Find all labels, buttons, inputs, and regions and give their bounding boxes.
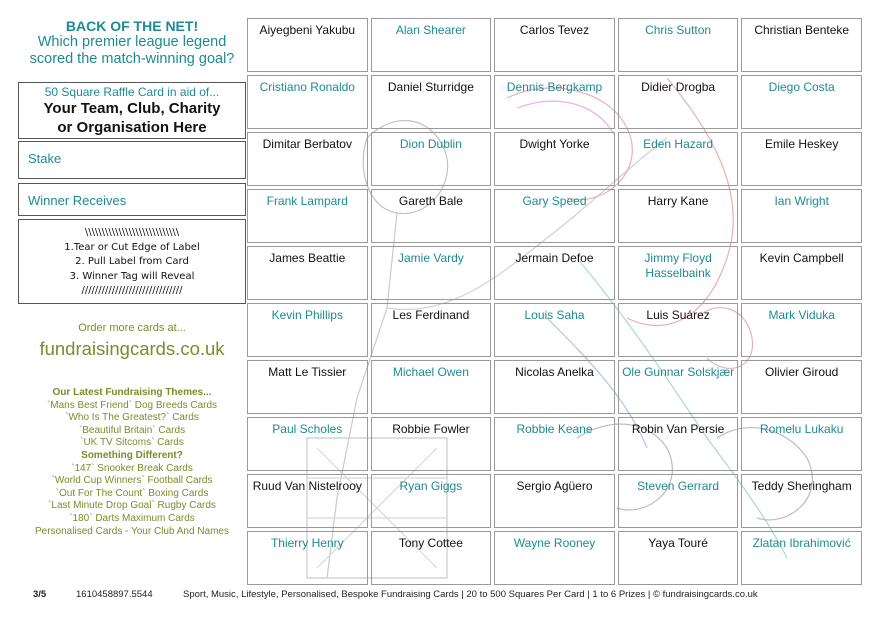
themes-heading: Our Latest Fundraising Themes... xyxy=(52,387,212,398)
card-code: 1610458897.5544 xyxy=(76,589,153,600)
raffle-square[interactable]: Robin Van Persie xyxy=(618,417,739,471)
theme-item: `180` Darts Maximum Cards xyxy=(69,512,195,524)
raffle-square[interactable]: Paul Scholes xyxy=(247,417,368,471)
theme-item: `UK TV Sitcoms` Cards xyxy=(80,437,184,449)
raffle-aid-text: 50 Square Raffle Card in aid of... xyxy=(44,85,220,99)
page-number: 3/5 xyxy=(33,589,47,600)
raffle-square[interactable]: Didier Drogba xyxy=(618,75,739,129)
stake-box xyxy=(18,141,246,179)
winner-box xyxy=(18,183,246,216)
raffle-square[interactable]: Teddy Sheringham xyxy=(741,474,862,528)
raffle-square[interactable]: Jimmy Floyd Hasselbaink xyxy=(618,246,739,300)
instruction-step: 2. Pull Label from Card xyxy=(75,256,189,267)
raffle-square[interactable]: Luis Suárez xyxy=(618,303,739,357)
raffle-square[interactable]: Carlos Tevez xyxy=(494,18,615,72)
theme-item: `Beautiful Britain` Cards xyxy=(78,424,186,436)
raffle-square[interactable]: Kevin Phillips xyxy=(247,303,368,357)
theme-item: `Last Minute Drop Goal` Rugby Cards xyxy=(48,500,216,512)
card-question-line2: scored the match-winning goal? xyxy=(29,51,235,67)
raffle-square[interactable]: Ryan Giggs xyxy=(371,474,492,528)
raffle-square[interactable]: Eden Hazard xyxy=(618,132,739,186)
footer-tagline: Sport, Music, Lifestyle, Personalised, Bespoke Fundraising Cards | 20 to 500 Squares Per Card | 1 to 6 Prizes | © fundraisingcards.co.uk xyxy=(183,589,758,600)
raffle-square[interactable]: Aiyegbeni Yakubu xyxy=(247,18,368,72)
raffle-square[interactable]: Mark Viduka xyxy=(741,303,862,357)
theme-item: `Out For The Count` Boxing Cards xyxy=(55,487,209,499)
raffle-square[interactable]: James Beattie xyxy=(247,246,368,300)
instruction-step: 1.Tear or Cut Edge of Label xyxy=(64,241,200,253)
raffle-square[interactable]: Diego Costa xyxy=(741,75,862,129)
theme-item: Personalised Cards - Your Club And Names xyxy=(35,525,229,537)
raffle-square[interactable]: Ruud Van Nistelrooy xyxy=(247,474,368,528)
left-panel xyxy=(18,18,246,537)
raffle-square[interactable]: Christian Benteke xyxy=(741,18,862,72)
raffle-square[interactable]: Olivier Giroud xyxy=(741,360,862,414)
raffle-square[interactable]: Thierry Henry xyxy=(247,531,368,585)
raffle-square[interactable]: Dimitar Berbatov xyxy=(247,132,368,186)
instructions-box xyxy=(18,219,246,304)
raffle-square[interactable]: Ole Gunnar Solskjær xyxy=(618,360,739,414)
raffle-square[interactable]: Steven Gerrard xyxy=(618,474,739,528)
card-title: BACK OF THE NET! xyxy=(65,18,199,34)
raffle-square[interactable]: Cristiano Ronaldo xyxy=(247,75,368,129)
raffle-square[interactable]: Gary Speed xyxy=(494,189,615,243)
raffle-square[interactable]: Emile Heskey xyxy=(741,132,862,186)
organisation-line1: Your Team, Club, Charity xyxy=(43,100,221,117)
raffle-square[interactable]: Louis Saha xyxy=(494,303,615,357)
themes-heading-2: Something Different? xyxy=(81,449,183,461)
order-text: Order more cards at... xyxy=(78,322,186,334)
organisation-line2: or Organisation Here xyxy=(57,119,207,136)
raffle-grid xyxy=(247,18,862,585)
raffle-square[interactable]: Daniel Sturridge xyxy=(371,75,492,129)
raffle-square[interactable]: Michael Owen xyxy=(371,360,492,414)
raffle-square[interactable]: Les Ferdinand xyxy=(371,303,492,357)
raffle-square[interactable]: Nicolas Anelka xyxy=(494,360,615,414)
raffle-square[interactable]: Zlatan Ibrahimović xyxy=(741,531,862,585)
raffle-square[interactable]: Jamie Vardy xyxy=(371,246,492,300)
raffle-square[interactable]: Robbie Keane xyxy=(494,417,615,471)
raffle-square[interactable]: Wayne Rooney xyxy=(494,531,615,585)
winner-label: Winner Receives xyxy=(28,193,127,208)
themes-list xyxy=(18,387,246,538)
raffle-square[interactable]: Dwight Yorke xyxy=(494,132,615,186)
raffle-square[interactable]: Yaya Touré xyxy=(618,531,739,585)
raffle-square[interactable]: Frank Lampard xyxy=(247,189,368,243)
raffle-square[interactable]: Sergio Agüero xyxy=(494,474,615,528)
raffle-square[interactable]: Gareth Bale xyxy=(371,189,492,243)
raffle-square[interactable]: Alan Shearer xyxy=(371,18,492,72)
card-header xyxy=(18,18,246,68)
theme-item: `World Cup Winners` Football Cards xyxy=(51,475,213,487)
website-link[interactable]: fundraisingcards.co.uk xyxy=(39,338,225,359)
raffle-square[interactable]: Matt Le Tissier xyxy=(247,360,368,414)
raffle-info-box xyxy=(18,82,246,139)
theme-item: `147` Snooker Break Cards xyxy=(71,462,193,474)
instructions-top-slashes: \\\\\\\\\\\\\\\\\\\\\\\\\\\\ xyxy=(84,227,180,238)
raffle-square[interactable]: Jermain Defoe xyxy=(494,246,615,300)
raffle-square[interactable]: Robbie Fowler xyxy=(371,417,492,471)
instruction-step: 3. Winner Tag will Reveal xyxy=(69,270,195,282)
card-question-line1: Which premier league legend xyxy=(37,34,227,50)
theme-item: `Who Is The Greatest?` Cards xyxy=(65,412,199,424)
raffle-square[interactable]: Dennis Bergkamp xyxy=(494,75,615,129)
raffle-square[interactable]: Dion Dublin xyxy=(371,132,492,186)
raffle-square[interactable]: Chris Sutton xyxy=(618,18,739,72)
stake-label: Stake xyxy=(28,151,62,166)
instructions-bottom-slashes: ////////////////////////////// xyxy=(81,285,183,296)
raffle-square[interactable]: Ian Wright xyxy=(741,189,862,243)
theme-item: `Mans Best Friend` Dog Breeds Cards xyxy=(46,399,218,411)
raffle-square[interactable]: Romelu Lukaku xyxy=(741,417,862,471)
raffle-square[interactable]: Kevin Campbell xyxy=(741,246,862,300)
raffle-square[interactable]: Harry Kane xyxy=(618,189,739,243)
order-section xyxy=(18,322,246,363)
raffle-square[interactable]: Tony Cottee xyxy=(371,531,492,585)
